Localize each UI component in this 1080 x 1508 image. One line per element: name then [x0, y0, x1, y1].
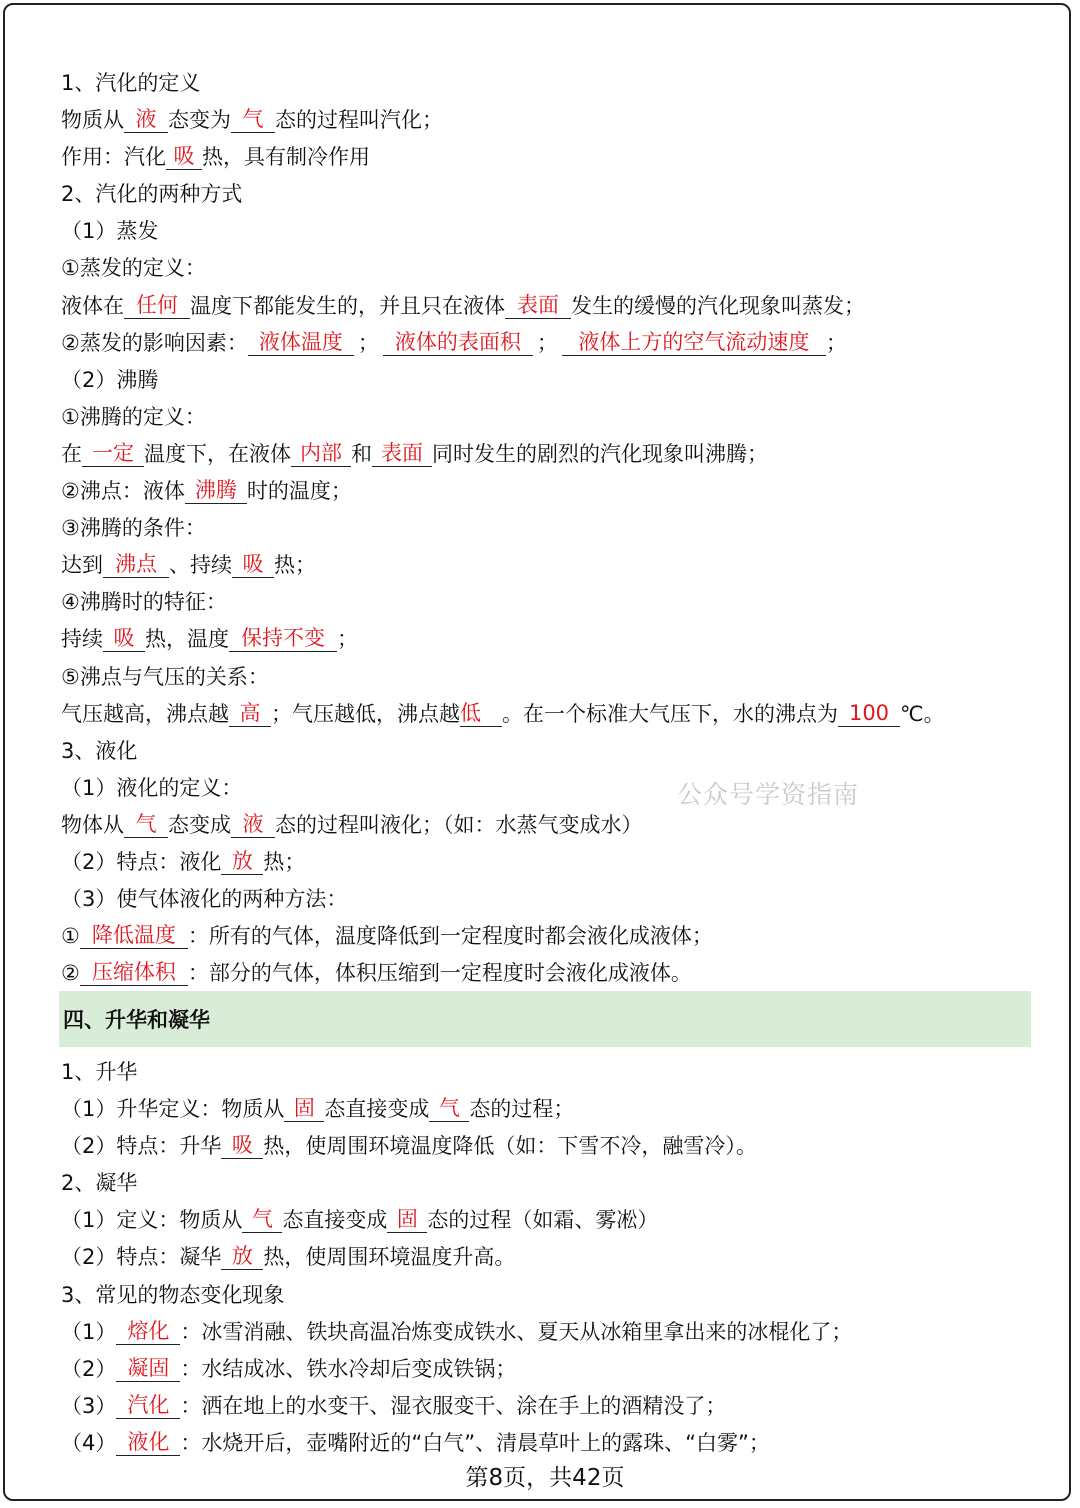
text: 。在一个标准大气压下，水的沸点为	[502, 701, 838, 726]
text: 热；	[263, 849, 306, 874]
heading-common-phenomena: 3、常见的物态变化现象	[61, 1282, 285, 1307]
text: ②	[61, 961, 80, 986]
text: ；	[536, 330, 558, 355]
text: 时的温度；	[246, 479, 352, 504]
answer-blank: 固	[284, 1095, 324, 1122]
text-line	[61, 1239, 1041, 1276]
answer-blank: 表面	[505, 292, 571, 319]
text: ②沸点：液体	[61, 479, 185, 504]
text-line	[61, 1388, 1041, 1425]
text: 态变为	[168, 108, 231, 133]
heading-boiling: （2）沸腾	[61, 367, 159, 392]
text: 态的过程；	[469, 1097, 575, 1122]
text: ；	[825, 330, 847, 355]
answer-blank: 吸	[232, 551, 274, 578]
text: 温度下都能发生的，并且只在液体	[190, 293, 505, 318]
answer-blank: 吸	[103, 625, 145, 652]
text: 发生的缓慢的汽化现象叫蒸发；	[571, 293, 865, 318]
text: ：洒在地上的水变干、湿衣服变干、涂在手上的酒精没了；	[180, 1393, 727, 1418]
text: 在	[61, 441, 82, 466]
text: 态直接变成	[324, 1097, 430, 1122]
text-line	[61, 1091, 1041, 1128]
text: 态的过程叫汽化；	[275, 108, 443, 133]
text: ℃。	[900, 701, 945, 726]
text: （1）	[61, 1319, 117, 1344]
text: 热，使周围环境温度降低（如：下雪不冷，融雪冷）。	[263, 1134, 757, 1159]
text-line	[61, 547, 1041, 584]
text-line	[61, 325, 1041, 362]
answer-blank: 放	[221, 848, 263, 875]
text: ；	[337, 627, 358, 652]
answer-blank: 高	[229, 700, 271, 727]
text: （2）特点：升华	[61, 1134, 222, 1159]
text-line	[61, 807, 1041, 844]
text: （3）	[61, 1393, 117, 1418]
heading-boiling-features: ④沸腾时的特征：	[61, 590, 227, 615]
section-title: 四、升华和凝华	[63, 1008, 210, 1032]
heading-liquefaction-definition: （1）液化的定义：	[61, 775, 243, 800]
text-line	[61, 1128, 1041, 1165]
text: ：水烧开后，壶嘴附近的“白气”、清晨草叶上的露珠、“白雾”；	[180, 1430, 770, 1455]
content-part-2	[61, 1054, 1041, 1462]
text: 热，温度	[145, 627, 229, 652]
text: 达到	[61, 553, 103, 578]
heading-boiling-conditions: ③沸腾的条件：	[61, 516, 206, 541]
text: 持续	[61, 627, 103, 652]
text-line	[61, 1202, 1041, 1239]
text: （4）	[61, 1430, 117, 1455]
answer-blank: 固	[387, 1206, 427, 1233]
text-line	[61, 1425, 1041, 1462]
text: ；气压越低，沸点越	[271, 701, 460, 726]
answer-blank: 液体的表面积	[383, 329, 533, 356]
text: 态的过程（如霜、雾凇）	[427, 1208, 659, 1233]
answer-blank: 液	[231, 811, 275, 838]
answer-blank: 吸	[221, 1132, 263, 1159]
answer-blank: 压缩体积	[80, 959, 188, 986]
answer-blank: 内部	[291, 440, 351, 467]
text: 温度下，在液体	[144, 441, 291, 466]
answer-blank: 沸腾	[185, 477, 247, 504]
text: 和	[351, 441, 372, 466]
heading-evaporation: （1）蒸发	[61, 219, 159, 244]
watermark: 公众号学资指南	[677, 780, 860, 809]
answer-blank: 沸点	[103, 551, 169, 578]
answer-blank: 一定	[82, 440, 144, 467]
text: 物质从	[61, 108, 124, 133]
text: ：部分的气体，体积压缩到一定程度时会液化成液体。	[187, 961, 692, 986]
text: ：水结成冰、铁水冷却后变成铁锅；	[180, 1356, 517, 1381]
heading-vaporization-definition: 1、汽化的定义	[61, 71, 201, 95]
text-line	[61, 1351, 1041, 1388]
text-line	[61, 844, 1041, 881]
answer-blank: 100	[838, 700, 900, 727]
text-line	[61, 436, 1041, 473]
answer-blank: 表面	[372, 440, 432, 467]
answer-blank: 液化	[116, 1429, 180, 1456]
text: 、持续	[169, 553, 232, 578]
answer-blank: 保持不变	[229, 625, 337, 652]
answer-blank: 吸	[166, 143, 202, 170]
answer-blank: 降低温度	[80, 922, 188, 949]
answer-blank: 凝固	[116, 1355, 180, 1382]
text: 同时发生的剧烈的汽化现象叫沸腾；	[432, 441, 768, 466]
text: ②蒸发的影响因素：	[61, 330, 248, 355]
text: （1）升华定义：物质从	[61, 1097, 285, 1122]
text: （2）特点：液化	[61, 849, 222, 874]
text: 液体在	[61, 293, 124, 318]
text-line	[61, 696, 1041, 733]
answer-blank: 液	[124, 106, 168, 133]
answer-blank: 液体上方的空气流动速度	[562, 329, 826, 356]
text: ；	[357, 330, 379, 355]
heading-evaporation-definition: ①蒸发的定义：	[61, 256, 206, 281]
answer-blank: 气	[242, 1206, 282, 1233]
document-page	[3, 3, 1071, 1501]
text-line	[61, 621, 1041, 658]
answer-blank: 任何	[124, 292, 190, 319]
text: ：冰雪消融、铁块高温冶炼变成铁水、夏天从冰箱里拿出来的冰棍化了；	[180, 1319, 853, 1344]
heading-sublimation: 1、升华	[61, 1060, 138, 1084]
answer-blank: 气	[429, 1095, 469, 1122]
text: ：所有的气体，温度降低到一定程度时都会液化成液体；	[187, 924, 713, 949]
answer-blank: 低	[460, 700, 502, 727]
content-part-1	[61, 65, 1041, 992]
text: 作用：汽化	[61, 145, 166, 170]
text: （2）特点：凝华	[61, 1245, 222, 1270]
text-line	[61, 1314, 1041, 1351]
text: 热，使周围环境温度升高。	[263, 1245, 516, 1270]
text: （1）定义：物质从	[61, 1208, 243, 1233]
text: ①	[61, 924, 80, 949]
text: 气压越高，沸点越	[61, 701, 229, 726]
text-line	[61, 288, 1041, 325]
answer-blank: 放	[221, 1243, 263, 1270]
text: 态的过程叫液化；（如：水蒸气变成水）	[275, 812, 643, 837]
answer-blank: 气	[231, 106, 275, 133]
answer-blank: 熔化	[116, 1318, 180, 1345]
text: （2）	[61, 1356, 117, 1381]
text-line	[61, 918, 1041, 955]
heading-two-methods: 2、汽化的两种方式	[61, 182, 243, 207]
heading-boiling-definition: ①沸腾的定义：	[61, 404, 206, 429]
answer-blank: 液体温度	[248, 329, 354, 356]
text-line	[61, 139, 1041, 176]
text: 态变成	[168, 812, 231, 837]
answer-blank: 气	[124, 811, 168, 838]
text-line	[61, 955, 1041, 992]
heading-deposition: 2、凝华	[61, 1171, 138, 1196]
heading-liquefaction: 3、液化	[61, 738, 138, 763]
text-line	[61, 102, 1041, 139]
page-number: 第8页，共42页	[465, 1465, 625, 1491]
text: 态直接变成	[282, 1208, 388, 1233]
text: 物体从	[61, 812, 124, 837]
answer-blank: 汽化	[116, 1392, 180, 1419]
heading-liquefaction-methods: （3）使气体液化的两种方法：	[61, 887, 348, 912]
text: 热，具有制冷作用	[202, 145, 370, 170]
heading-pressure-relation: ⑤沸点与气压的关系：	[61, 664, 269, 689]
text-line	[61, 473, 1041, 510]
text: 热；	[274, 553, 316, 578]
